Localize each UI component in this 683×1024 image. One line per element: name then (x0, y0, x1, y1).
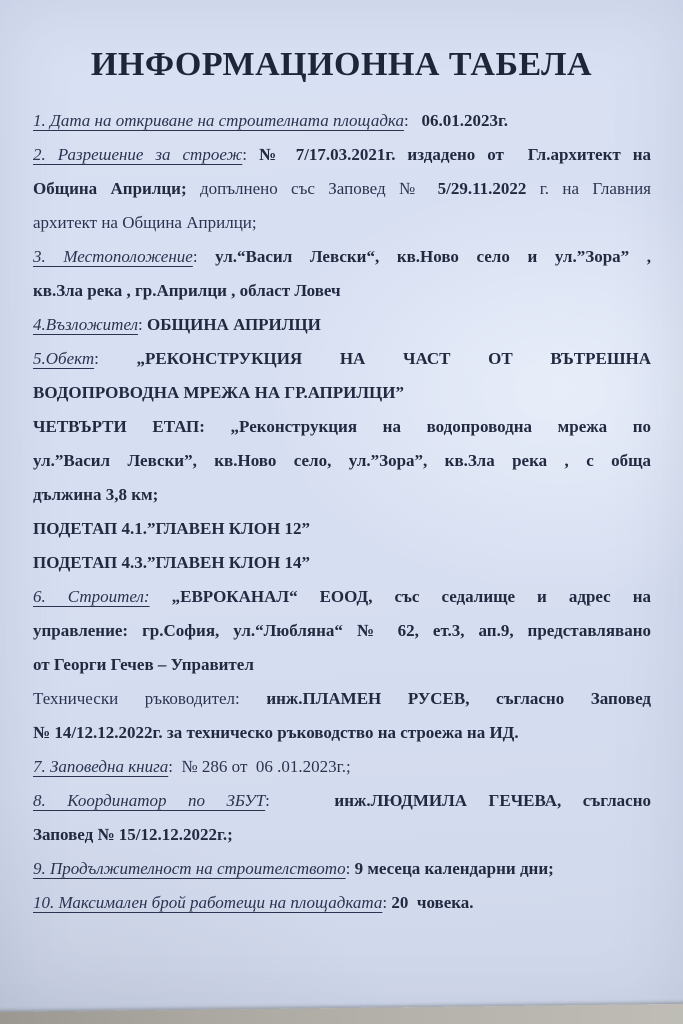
document-line-4-contracting-authority-0 (33, 308, 651, 342)
text-segment-bold: 20 човека. (391, 893, 474, 912)
text-segment-bold: ул.”Васил Левски”, кв.Ново село, ул.”Зора”, кв.Зла река , с обща (33, 451, 651, 470)
text-segment-regular: : (192, 247, 216, 266)
text-segment-regular: : (403, 111, 422, 130)
document-line-5-project-6 (33, 546, 651, 580)
text-segment-regular: : (382, 893, 392, 912)
text-segment-regular: : (94, 349, 137, 368)
text-segment-regular: г. на Главния (526, 179, 651, 198)
text-segment-label: 2. Разрешение за строеж (33, 145, 243, 164)
text-segment-bold: № 7/17.03.2021г. издадено от Гл.архитект на (258, 145, 651, 164)
text-segment-label: 7. Заповедна книга (33, 757, 169, 776)
text-segment-label: 4.Възложител (33, 315, 138, 334)
text-segment-regular: Технически ръководител: (33, 689, 267, 708)
text-segment-bold: „ЕВРОКАНАЛ“ ЕООД, със седалище и адрес на (171, 587, 651, 606)
document-line-5-project-3 (33, 444, 651, 478)
text-segment-regular: допълнено със Заповед № (199, 179, 438, 198)
text-segment-bold: ОБЩИНА АПРИЛЦИ (146, 315, 321, 334)
document-line-6-builder-4 (33, 716, 651, 750)
text-segment-bold: 06.01.2023г. (421, 111, 508, 130)
text-segment-bold: „РЕКОНСТРУКЦИЯ НА ЧАСТ ОТ ВЪТРЕШНА (136, 349, 651, 368)
text-segment-regular: : (138, 315, 147, 334)
document-line-10-max-workers-0 (33, 886, 651, 920)
text-segment-bold: ул.“Васил Левски“, кв.Ново село и ул.”Зора” , (215, 247, 652, 266)
text-segment-bold: Заповед № 15/12.12.2022г.; (33, 825, 233, 844)
document-line-8-safety-coordinator-0 (33, 784, 651, 818)
text-segment-regular: : № 286 от 06 .01.2023г.; (168, 757, 351, 776)
text-segment-regular (150, 587, 172, 606)
text-segment-bold: Община Априлци; (33, 179, 200, 198)
text-segment-regular: : (345, 859, 355, 878)
document-line-8-safety-coordinator-1 (33, 818, 651, 852)
document-line-6-builder-3 (33, 682, 651, 716)
document-line-5-project-4 (33, 478, 651, 512)
document-line-2-building-permit-1 (33, 172, 651, 206)
text-segment-regular: : (265, 791, 335, 810)
document-line-5-project-2 (33, 410, 651, 444)
document-line-6-builder-2 (33, 648, 651, 682)
surface-below-paper (0, 1004, 683, 1024)
text-segment-bold: от Георги Гечев – Управител (33, 655, 254, 674)
text-segment-regular: : (242, 145, 259, 164)
text-segment-bold: инж.ЛЮДМИЛА ГЕЧЕВА, съгласно (334, 791, 651, 810)
text-segment-bold: 5/29.11.2022 (437, 179, 527, 198)
text-segment-bold: 9 месеца календарни дни; (354, 859, 554, 878)
document-line-6-builder-1 (33, 614, 651, 648)
text-segment-bold: ПОДЕТАП 4.1.”ГЛАВЕН КЛОН 12” (33, 519, 310, 538)
document-line-9-construction-duration-0 (33, 852, 651, 886)
document-body (33, 104, 651, 920)
document-line-6-builder-0 (33, 580, 651, 614)
text-segment-label: 9. Продължителност на строителството (33, 859, 346, 878)
document-line-2-building-permit-0 (33, 138, 651, 172)
document-line-7-order-book-0 (33, 750, 651, 784)
text-segment-label: 8. Координатор по ЗБУТ (33, 791, 266, 810)
text-segment-bold: ПОДЕТАП 4.3.”ГЛАВЕН КЛОН 14” (33, 553, 310, 572)
document-line-5-project-5 (33, 512, 651, 546)
document-line-2-building-permit-2 (33, 206, 651, 240)
page-title: ИНФОРМАЦИОННА ТАБЕЛА (90, 46, 593, 83)
document-line-3-location-1 (33, 274, 651, 308)
text-segment-bold: кв.Зла река , гр.Априлци , област Ловеч (33, 281, 341, 300)
text-segment-bold: дължина 3,8 км; (33, 485, 159, 504)
text-segment-label: 1. Дата на откриване на строителната площадка (33, 111, 404, 130)
document-line-3-location-0 (33, 240, 651, 274)
text-segment-label: 6. Строител: (33, 587, 150, 606)
text-segment-bold: ЧЕТВЪРТИ ЕТАП: „Реконструкция на водопроводна мрежа по (33, 417, 651, 436)
text-segment-bold: инж.ПЛАМЕН РУСЕВ, съгласно Заповед (266, 689, 651, 708)
text-segment-label: 3. Местоположение (33, 247, 193, 266)
document-line-5-project-0 (33, 342, 651, 376)
text-segment-bold: ВОДОПРОВОДНА МРЕЖА НА ГР.АПРИЛЦИ” (33, 383, 405, 402)
text-segment-regular: архитект на Община Априлци; (33, 213, 257, 232)
text-segment-label: 10. Максимален брой работещи на площадката (33, 893, 383, 912)
text-segment-bold: № 14/12.12.2022г. за техническо ръководство на строежа на ИД. (33, 723, 519, 742)
document-line-1-opening-date-0 (33, 104, 651, 138)
text-segment-label: 5.Обект (33, 349, 95, 368)
document-line-5-project-1 (33, 376, 651, 410)
text-segment-bold: управление: гр.София, ул.“Любляна“ № 62, ет.3, ап.9, представлявано (33, 621, 651, 640)
